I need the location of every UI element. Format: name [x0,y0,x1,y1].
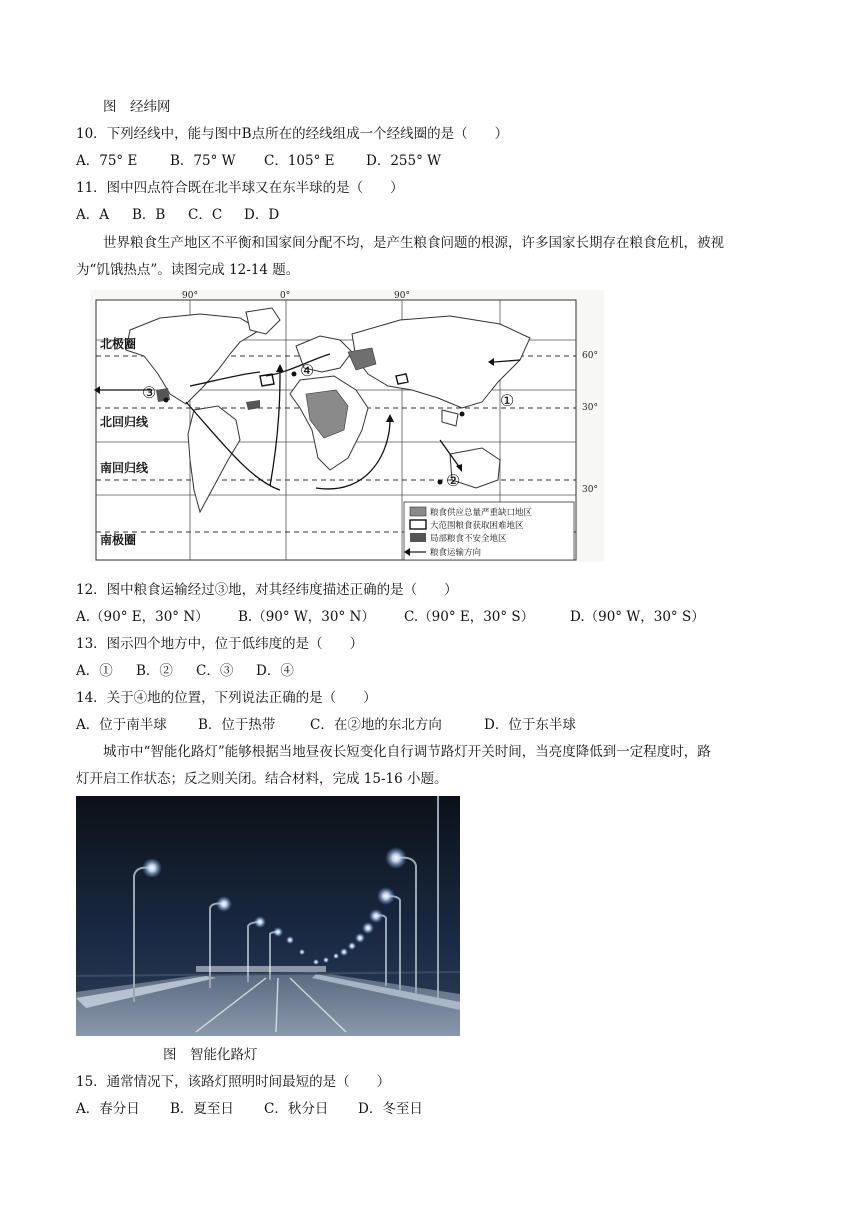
marker-2: ② [446,471,461,490]
question-12-stem: 12．图中粮食运输经过③地，对其经纬度描述正确的是（ ） [76,582,458,598]
zone-label-tropic-cancer: 北回归线 [100,415,149,429]
question-12-options [76,608,705,626]
map-legend [404,502,574,560]
question-15-stem: 15．通常情况下，该路灯照明时间最短的是（ ） [76,1074,391,1090]
option-c[interactable]: C．秋分日 [264,1101,329,1117]
zone-label-arctic: 北极圈 [100,337,137,351]
option-d[interactable]: D．④ [256,663,294,679]
lon-label-90w: 90° [182,291,198,301]
option-d[interactable]: D．位于东半球 [484,717,576,733]
question-14-stem: 14．关于④地的位置，下列说法正确的是（ ） [76,690,377,706]
lat-label-60: 60° [582,351,598,361]
option-d[interactable]: D．255° W [366,153,442,169]
option-b[interactable]: B．② [136,663,173,679]
legend-access-difficulty: 大范围粮食获取困难地区 [430,521,524,531]
question-15-options [76,1100,423,1118]
option-b[interactable]: B．夏至日 [170,1101,234,1117]
lon-label-0: 0° [280,291,291,301]
option-b[interactable]: B．B [132,207,166,223]
question-14-options [76,716,576,734]
marker-4: ④ [300,361,315,380]
option-b[interactable]: B．75° W [170,153,236,169]
question-11-options [76,206,279,224]
figure-caption-graticule: 图 经纬网 [103,99,171,115]
question-13-stem: 13．图示四个地方中，位于低纬度的是（ ） [76,636,364,652]
option-d[interactable]: D．冬至日 [358,1101,423,1117]
passage-1-line-1: 世界粮食生产地区不平衡和国家间分配不均，是产生粮食问题的根源，许多国家长期存在粮食危机，被视 [103,235,724,251]
world-food-map [90,290,604,562]
option-c[interactable]: C．③ [196,663,234,679]
passage-2-line-1: 城市中“智能化路灯”能够根据当地昼夜长短变化自行调节路灯开关时间，当亮度降低到一定程度时，路 [103,744,711,760]
option-c[interactable]: C．在②地的东北方向 [310,717,442,733]
legend-local-insecurity: 局部粮食不安全地区 [430,534,507,544]
smart-streetlight-photo [76,796,460,1036]
option-b[interactable]: B.（90° W，30° N） [238,609,375,625]
question-11-stem: 11．图中四点符合既在北半球又在东半球的是（ ） [76,180,404,196]
question-10-stem: 10．下列经线中，能与图中B点所在的经线组成一个经线圈的是（ ） [76,126,509,142]
lat-label-30s: 30° [582,485,598,495]
option-c[interactable]: C．C [188,207,223,223]
zone-label-antarctic: 南极圈 [100,533,137,547]
figure-caption-streetlight: 图 智能化路灯 [163,1047,258,1063]
option-a[interactable]: A．① [76,663,113,679]
option-d[interactable]: D．D [244,207,280,223]
lon-label-90e: 90° [394,291,410,301]
option-a[interactable]: A．75° E [76,153,138,169]
option-a[interactable]: A．A [76,207,109,223]
option-a[interactable]: A．春分日 [76,1101,140,1117]
option-a[interactable]: A．位于南半球 [76,717,167,733]
zone-label-tropic-capricorn: 南回归线 [100,461,149,475]
question-10-options [76,152,441,170]
marker-3: ③ [142,383,157,402]
option-c[interactable]: C.（90° E，30° S） [404,609,535,625]
passage-1-line-2: 为“饥饿热点”。读图完成 12-14 题。 [76,262,300,278]
option-c[interactable]: C．105° E [264,153,335,169]
question-13-options [76,662,294,680]
marker-1: ① [500,391,515,410]
legend-transport-direction: 粮食运输方向 [430,548,482,558]
option-d[interactable]: D.（90° W，30° S） [570,609,705,625]
option-a[interactable]: A.（90° E，30° N） [76,609,209,625]
passage-2-line-2: 灯开启工作状态；反之则关闭。结合材料，完成 15-16 小题。 [76,771,448,787]
legend-severe-shortage: 粮食供应总量严重缺口地区 [430,508,533,518]
option-b[interactable]: B．位于热带 [198,717,276,733]
lat-label-30n: 30° [582,403,598,413]
